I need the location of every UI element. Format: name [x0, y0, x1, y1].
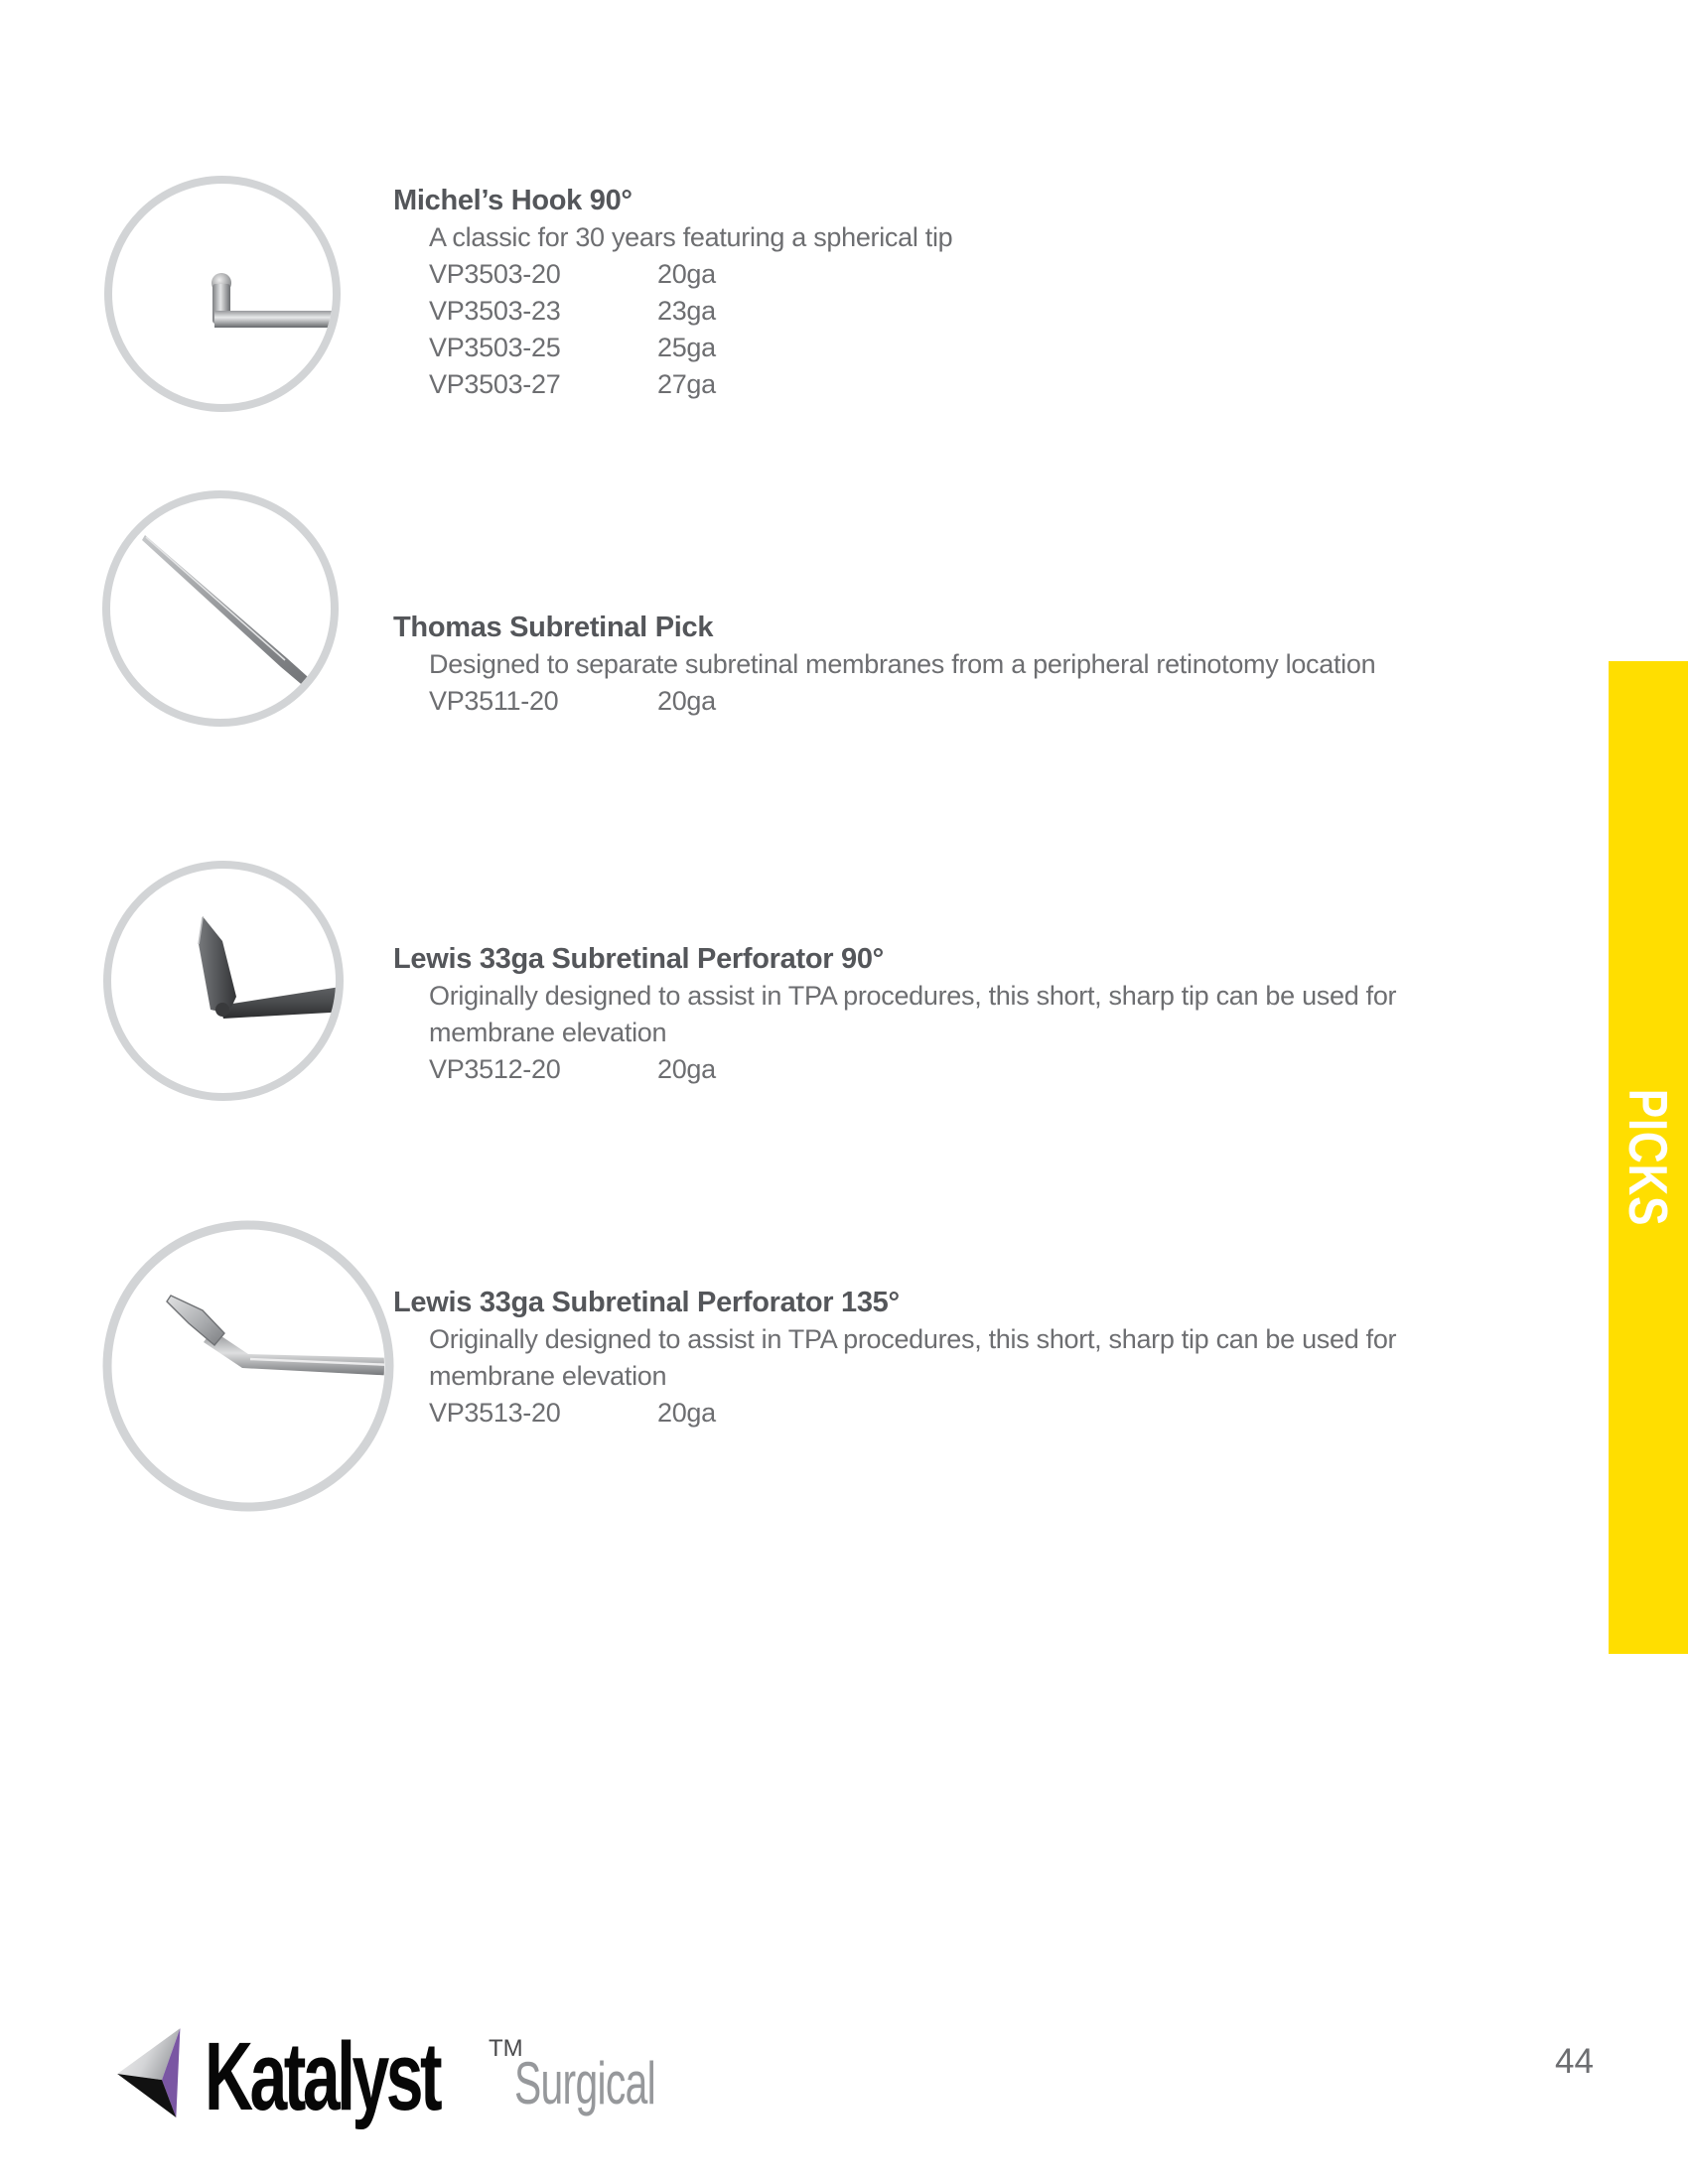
part-number: VP3503-20	[429, 259, 561, 289]
product-title: Thomas Subretinal Pick	[393, 612, 714, 643]
part-number: VP3503-25	[429, 333, 561, 362]
section-tab-picks	[1609, 661, 1688, 1654]
lewis-perforator-90-image	[102, 860, 345, 1102]
brand-name: Katalyst	[205, 2022, 440, 2130]
product-description-line: Originally designed to assist in TPA procedures, this short, sharp tip can be used for	[429, 981, 1397, 1011]
thomas-subretinal-pick-image	[101, 489, 340, 728]
part-gauge: 23ga	[657, 296, 716, 326]
part-row	[429, 366, 1624, 403]
part-number: VP3503-27	[429, 369, 561, 399]
part-row	[429, 1051, 1624, 1088]
section-tab-label: PICKS	[1618, 1088, 1679, 1227]
product-text-block	[393, 941, 1624, 1088]
product-description-line: membrane elevation	[429, 1018, 667, 1047]
part-row	[429, 256, 1624, 293]
lewis-perforator-135-image	[101, 1219, 395, 1513]
product-text-block	[393, 610, 1624, 720]
brand-suffix: Surgical	[514, 2050, 655, 2116]
part-row	[429, 293, 1624, 330]
product-image-circle	[101, 489, 340, 728]
product-description-line: membrane elevation	[429, 1361, 667, 1391]
part-number: VP3503-23	[429, 296, 561, 326]
part-number: VP3511-20	[429, 686, 559, 716]
product-title: Michel’s Hook 90°	[393, 185, 633, 216]
part-gauge: 20ga	[657, 1398, 716, 1428]
trademark-symbol: TM	[489, 2035, 523, 2062]
page-number: 44	[1555, 2042, 1594, 2081]
product-image-circle	[102, 860, 345, 1102]
part-gauge: 27ga	[657, 369, 716, 399]
katalyst-logo-triangle-icon	[115, 2023, 205, 2120]
product-image-circle	[101, 1219, 395, 1513]
part-number: VP3512-20	[429, 1054, 561, 1084]
part-gauge: 25ga	[657, 333, 716, 362]
product-description-line: Designed to separate subretinal membranes from a peripheral retinotomy location	[429, 649, 1376, 679]
product-text-block	[393, 1285, 1624, 1432]
product-image-circle	[103, 175, 342, 413]
michels-hook-90-image	[103, 175, 342, 413]
part-row	[429, 683, 1624, 720]
part-gauge: 20ga	[657, 1054, 716, 1084]
part-gauge: 20ga	[657, 259, 716, 289]
product-text-block	[393, 183, 1624, 403]
part-number: VP3513-20	[429, 1398, 561, 1428]
product-title: Lewis 33ga Subretinal Perforator 90°	[393, 943, 884, 975]
product-description-line: Originally designed to assist in TPA procedures, this short, sharp tip can be used for	[429, 1324, 1397, 1354]
product-title: Lewis 33ga Subretinal Perforator 135°	[393, 1287, 900, 1318]
product-description-line: A classic for 30 years featuring a spherical tip	[429, 222, 953, 252]
part-row	[429, 1395, 1624, 1432]
part-gauge: 20ga	[657, 686, 716, 716]
part-row	[429, 330, 1624, 366]
